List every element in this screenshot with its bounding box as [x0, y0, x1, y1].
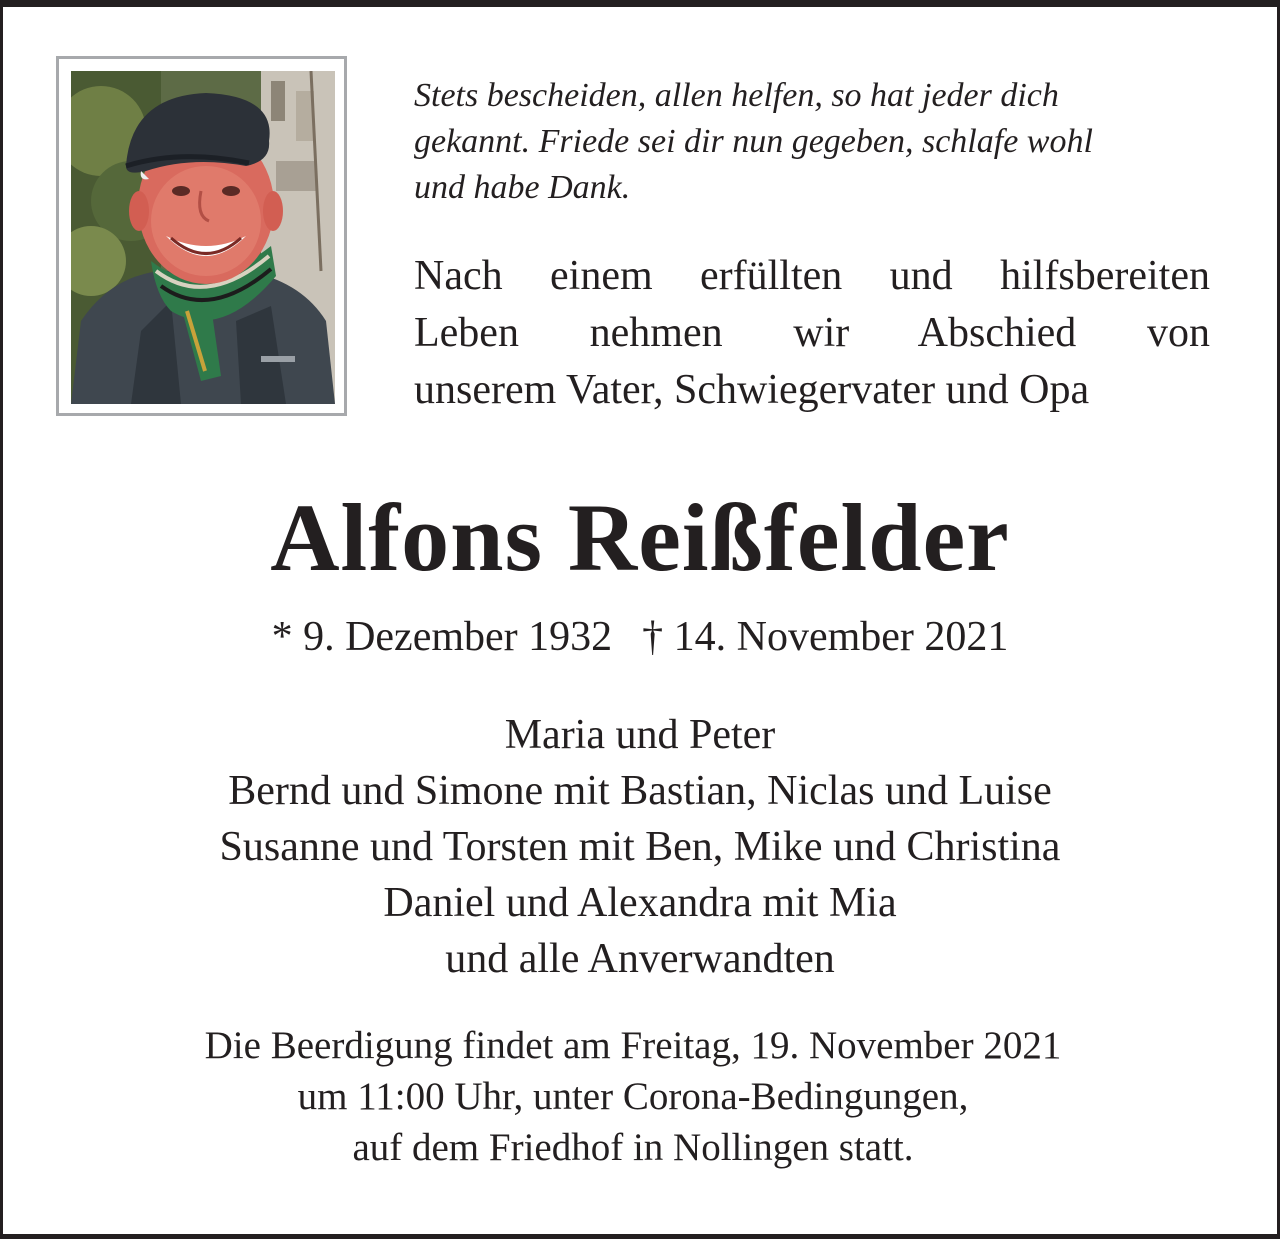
mourners-list [0, 707, 1280, 987]
funeral-details [0, 1020, 1266, 1173]
intro-line: Nach einem erfüllten und hilfsbereiten [414, 253, 1210, 299]
mourner-line: Susanne und Torsten mit Ben, Mike und Christina [219, 824, 1061, 870]
farewell-intro [414, 248, 1210, 419]
portrait-photo [71, 71, 335, 404]
deceased-name: Alfons Reißfelder [270, 484, 1010, 591]
intro-line: Leben nehmen wir Abschied von [414, 310, 1210, 356]
life-dates [0, 609, 1280, 665]
death-date: † 14. November 2021 [642, 614, 1009, 660]
birth-date: * 9. Dezember 1932 [271, 614, 613, 660]
memorial-verse [414, 73, 1214, 211]
funeral-line: Die Beerdigung findet am Freitag, 19. November 2021 [204, 1024, 1062, 1067]
funeral-line: um 11:00 Uhr, unter Corona-Bedingungen, [297, 1075, 969, 1118]
mourner-line: und alle Anverwandten [445, 936, 835, 982]
intro-line: unserem Vater, Schwiegervater und Opa [414, 367, 1090, 413]
verse-line: Stets bescheiden, allen helfen, so hat jeder dich [414, 77, 1059, 114]
mourner-line: Maria und Peter [504, 712, 776, 758]
mourner-line: Bernd und Simone mit Bastian, Niclas und Luise [228, 768, 1052, 814]
mourner-line: Daniel und Alexandra mit Mia [383, 880, 897, 926]
portrait-frame [56, 56, 347, 416]
verse-line: gekannt. Friede sei dir nun gegeben, schlafe wohl [414, 123, 1093, 160]
funeral-line: auf dem Friedhof in Nollingen statt. [352, 1126, 914, 1169]
verse-line: und habe Dank. [414, 169, 631, 206]
